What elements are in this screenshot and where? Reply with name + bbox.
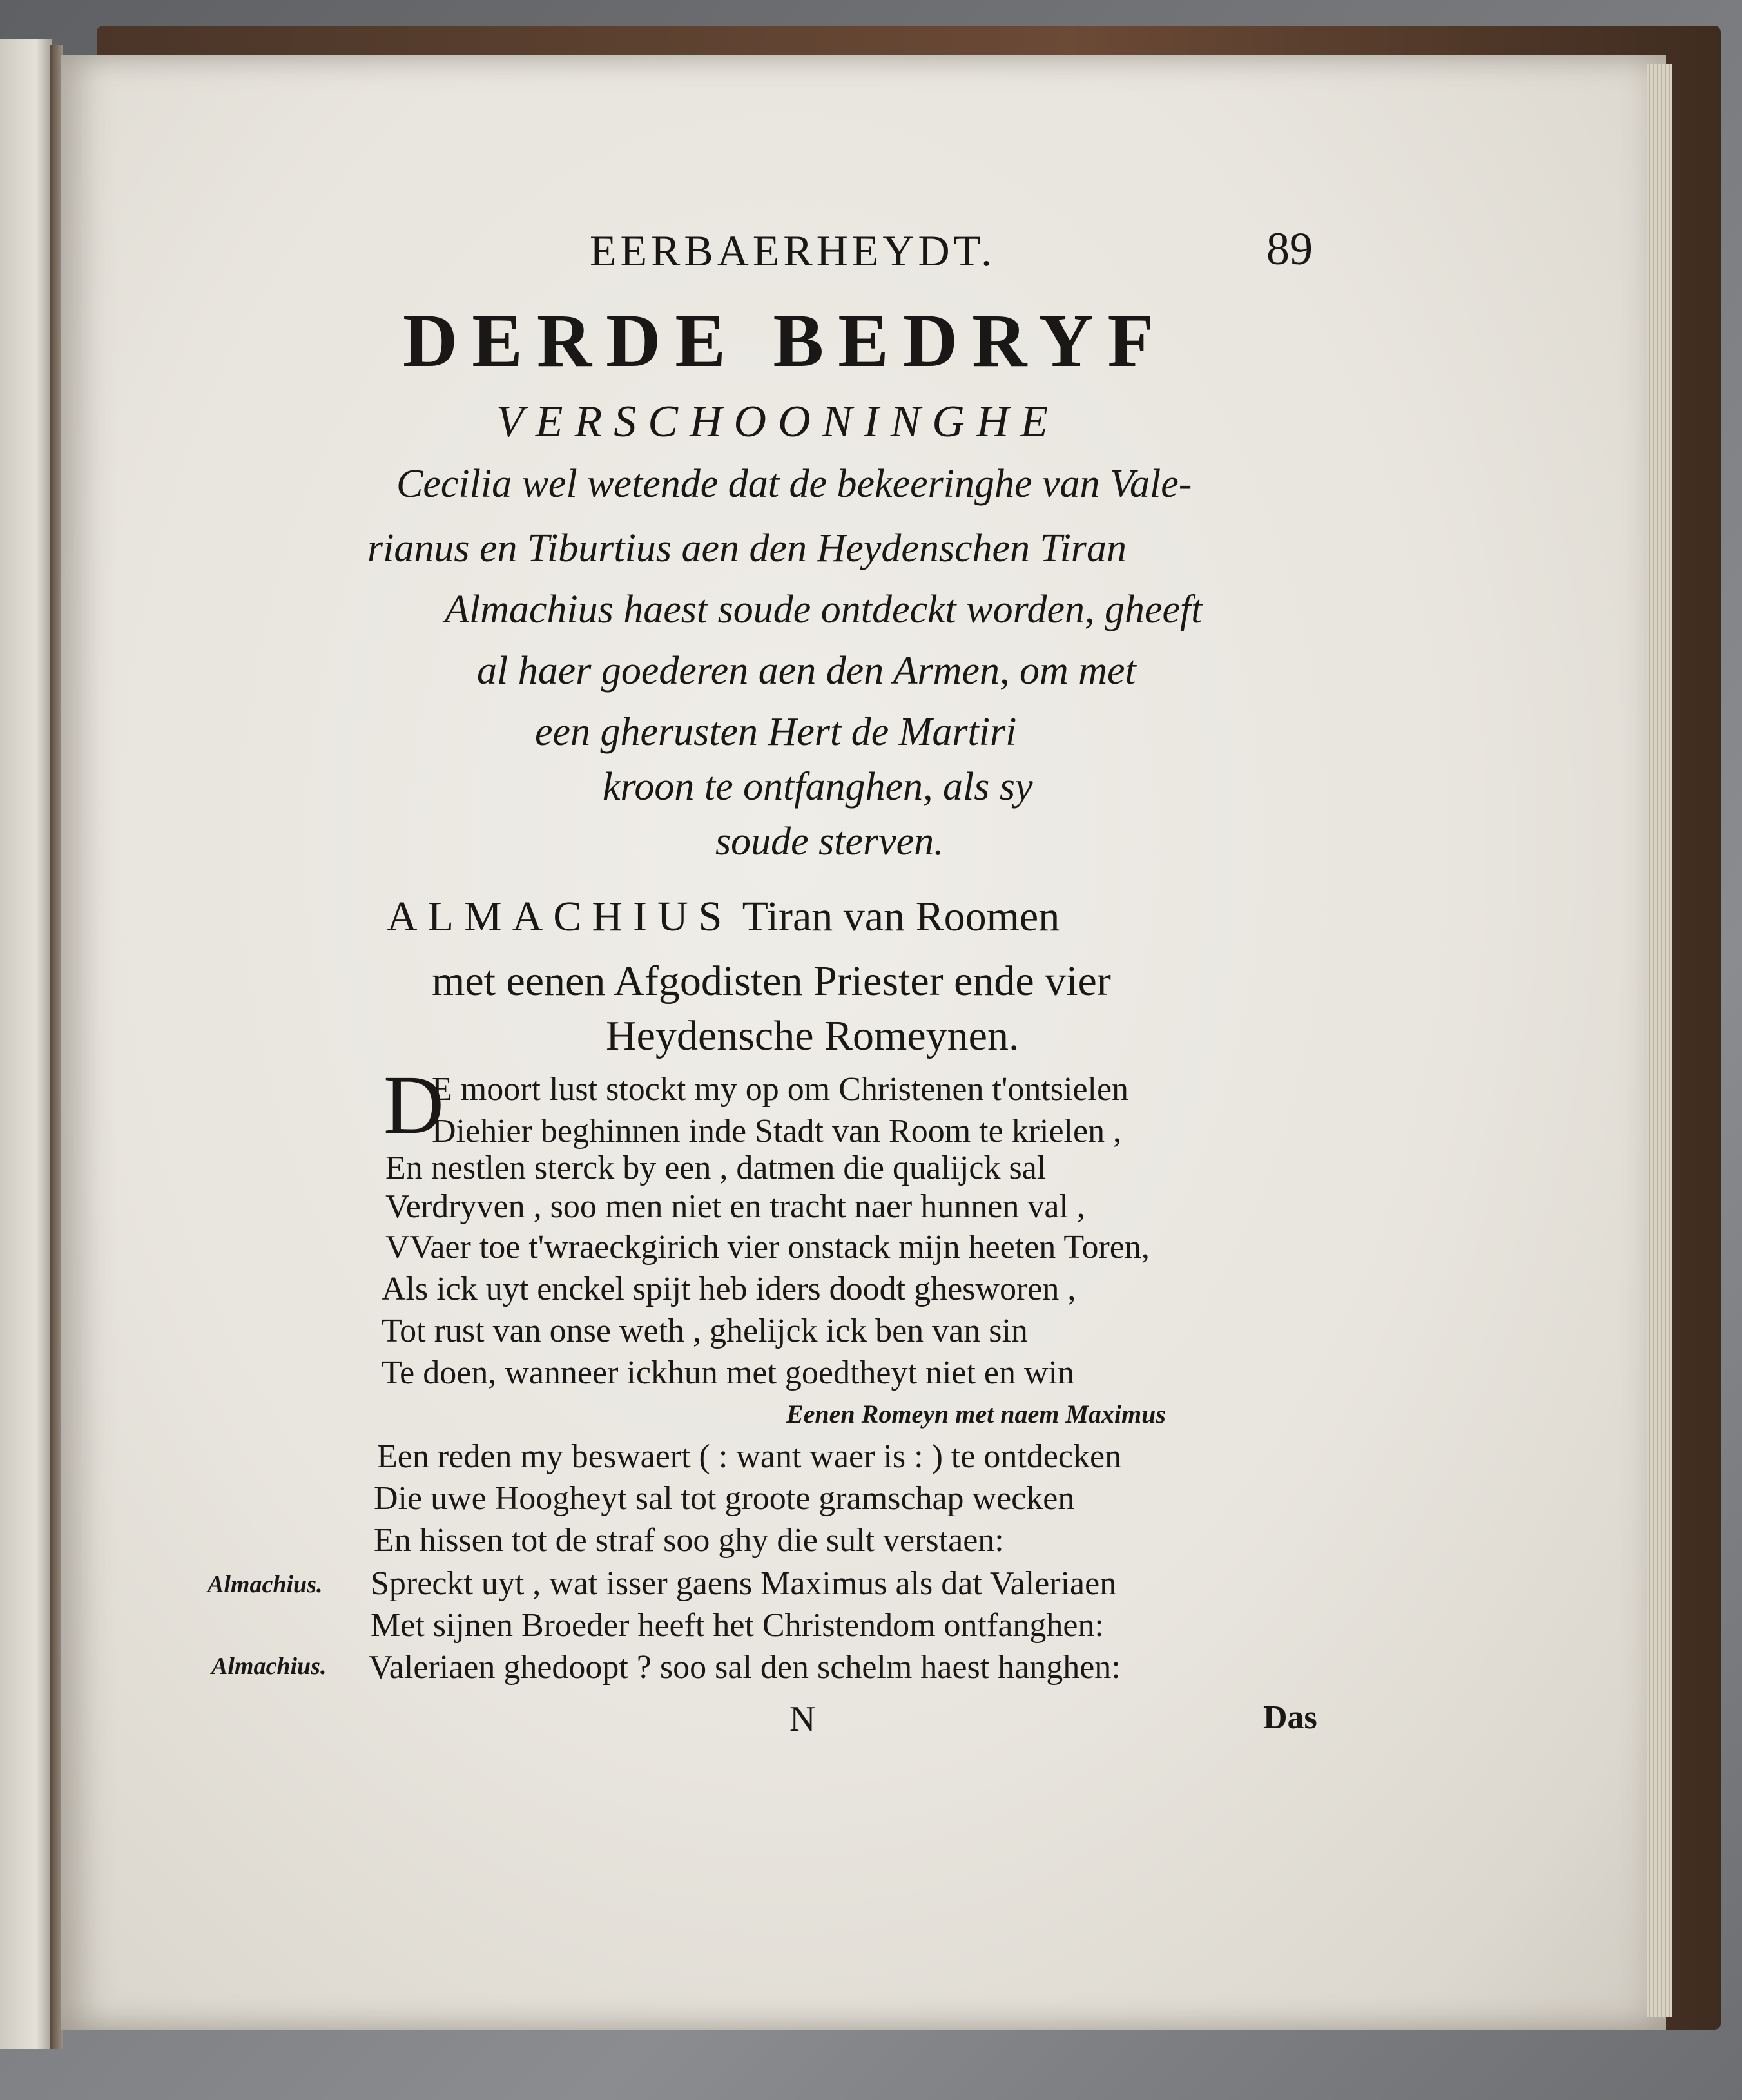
page-edges: [1647, 64, 1672, 2017]
argument-line: rianus en Tiburtius aen den Heydenschen Tiran: [367, 526, 1127, 570]
verse-line: VVaer toe t'wraeckgirich vier onstack mijn heeten Toren,: [385, 1229, 1150, 1266]
signature-mark: N: [789, 1699, 816, 1739]
verse-line: E moort lust stockt my op om Christenen t'ontsielen: [432, 1071, 1129, 1108]
verse-line: Een reden my beswaert ( : want waer is : ) te ontdecken: [377, 1438, 1122, 1475]
argument-line: al haer goederen aen den Armen, om met: [477, 649, 1136, 693]
character-description: Tiran van Roomen: [742, 893, 1060, 940]
verse-line: Die uwe Hoogheyt sal tot groote gramschap wecken: [374, 1480, 1075, 1517]
argument-line: kroon te ontfanghen, als sy: [603, 765, 1033, 809]
persons-line: Heydensche Romeynen.: [606, 1012, 1020, 1059]
act-title: DERDE BEDRYF: [403, 298, 1168, 383]
argument-line: Almachius haest soude ontdeckt worden, gheeft: [445, 588, 1203, 631]
persons-line: met eenen Afgodisten Priester ende vier: [432, 958, 1111, 1005]
argument-line: Cecilia wel wetende dat de bekeeringhe van Vale-: [396, 462, 1192, 506]
verse-line: Diehier beghinnen inde Stadt van Room te krielen ,: [432, 1113, 1122, 1150]
speaker-name: Almachius.: [208, 1571, 323, 1598]
verse-line: Te doen, wanneer ickhun met goedtheyt niet en win: [382, 1354, 1075, 1391]
verse-line: En nestlen sterck by een , datmen die qualijck sal: [385, 1150, 1047, 1186]
drop-cap: D: [383, 1059, 444, 1151]
verse-line: Valeriaen ghedoopt ? soo sal den schelm haest hanghen:: [369, 1649, 1121, 1686]
verse-line: Spreckt uyt , wat isser gaens Maximus als dat Valeriaen: [371, 1565, 1117, 1602]
verse-line: Met sijnen Broeder heeft het Christendom ontfanghen:: [371, 1607, 1104, 1644]
left-page-edge: [0, 39, 52, 2049]
page-number: 89: [1266, 223, 1313, 275]
running-head: EERBAERHEYDT.: [590, 226, 996, 275]
speaker-cue: Eenen Romeyn met naem Maximus: [786, 1400, 1166, 1429]
character-name: ALMACHIUS: [387, 893, 733, 940]
argument-line: een gherusten Hert de Martiri: [535, 710, 1017, 754]
argument-line: soude sterven.: [715, 820, 944, 863]
verse-line: Verdryven , soo men niet en tracht naer hunnen val ,: [385, 1188, 1085, 1225]
verse-line: Tot rust van onse weth , ghelijck ick ben van sin: [382, 1313, 1028, 1349]
verse-line: En hissen tot de straf soo ghy die sult verstaen:: [374, 1522, 1004, 1559]
speaker-name: Almachius.: [211, 1653, 327, 1680]
verse-line: Als ick uyt enckel spijt heb iders doodt ghesworen ,: [382, 1271, 1076, 1307]
catchword: Das: [1263, 1699, 1317, 1736]
scene-subtitle: VERSCHOONINGHE: [496, 397, 1060, 447]
